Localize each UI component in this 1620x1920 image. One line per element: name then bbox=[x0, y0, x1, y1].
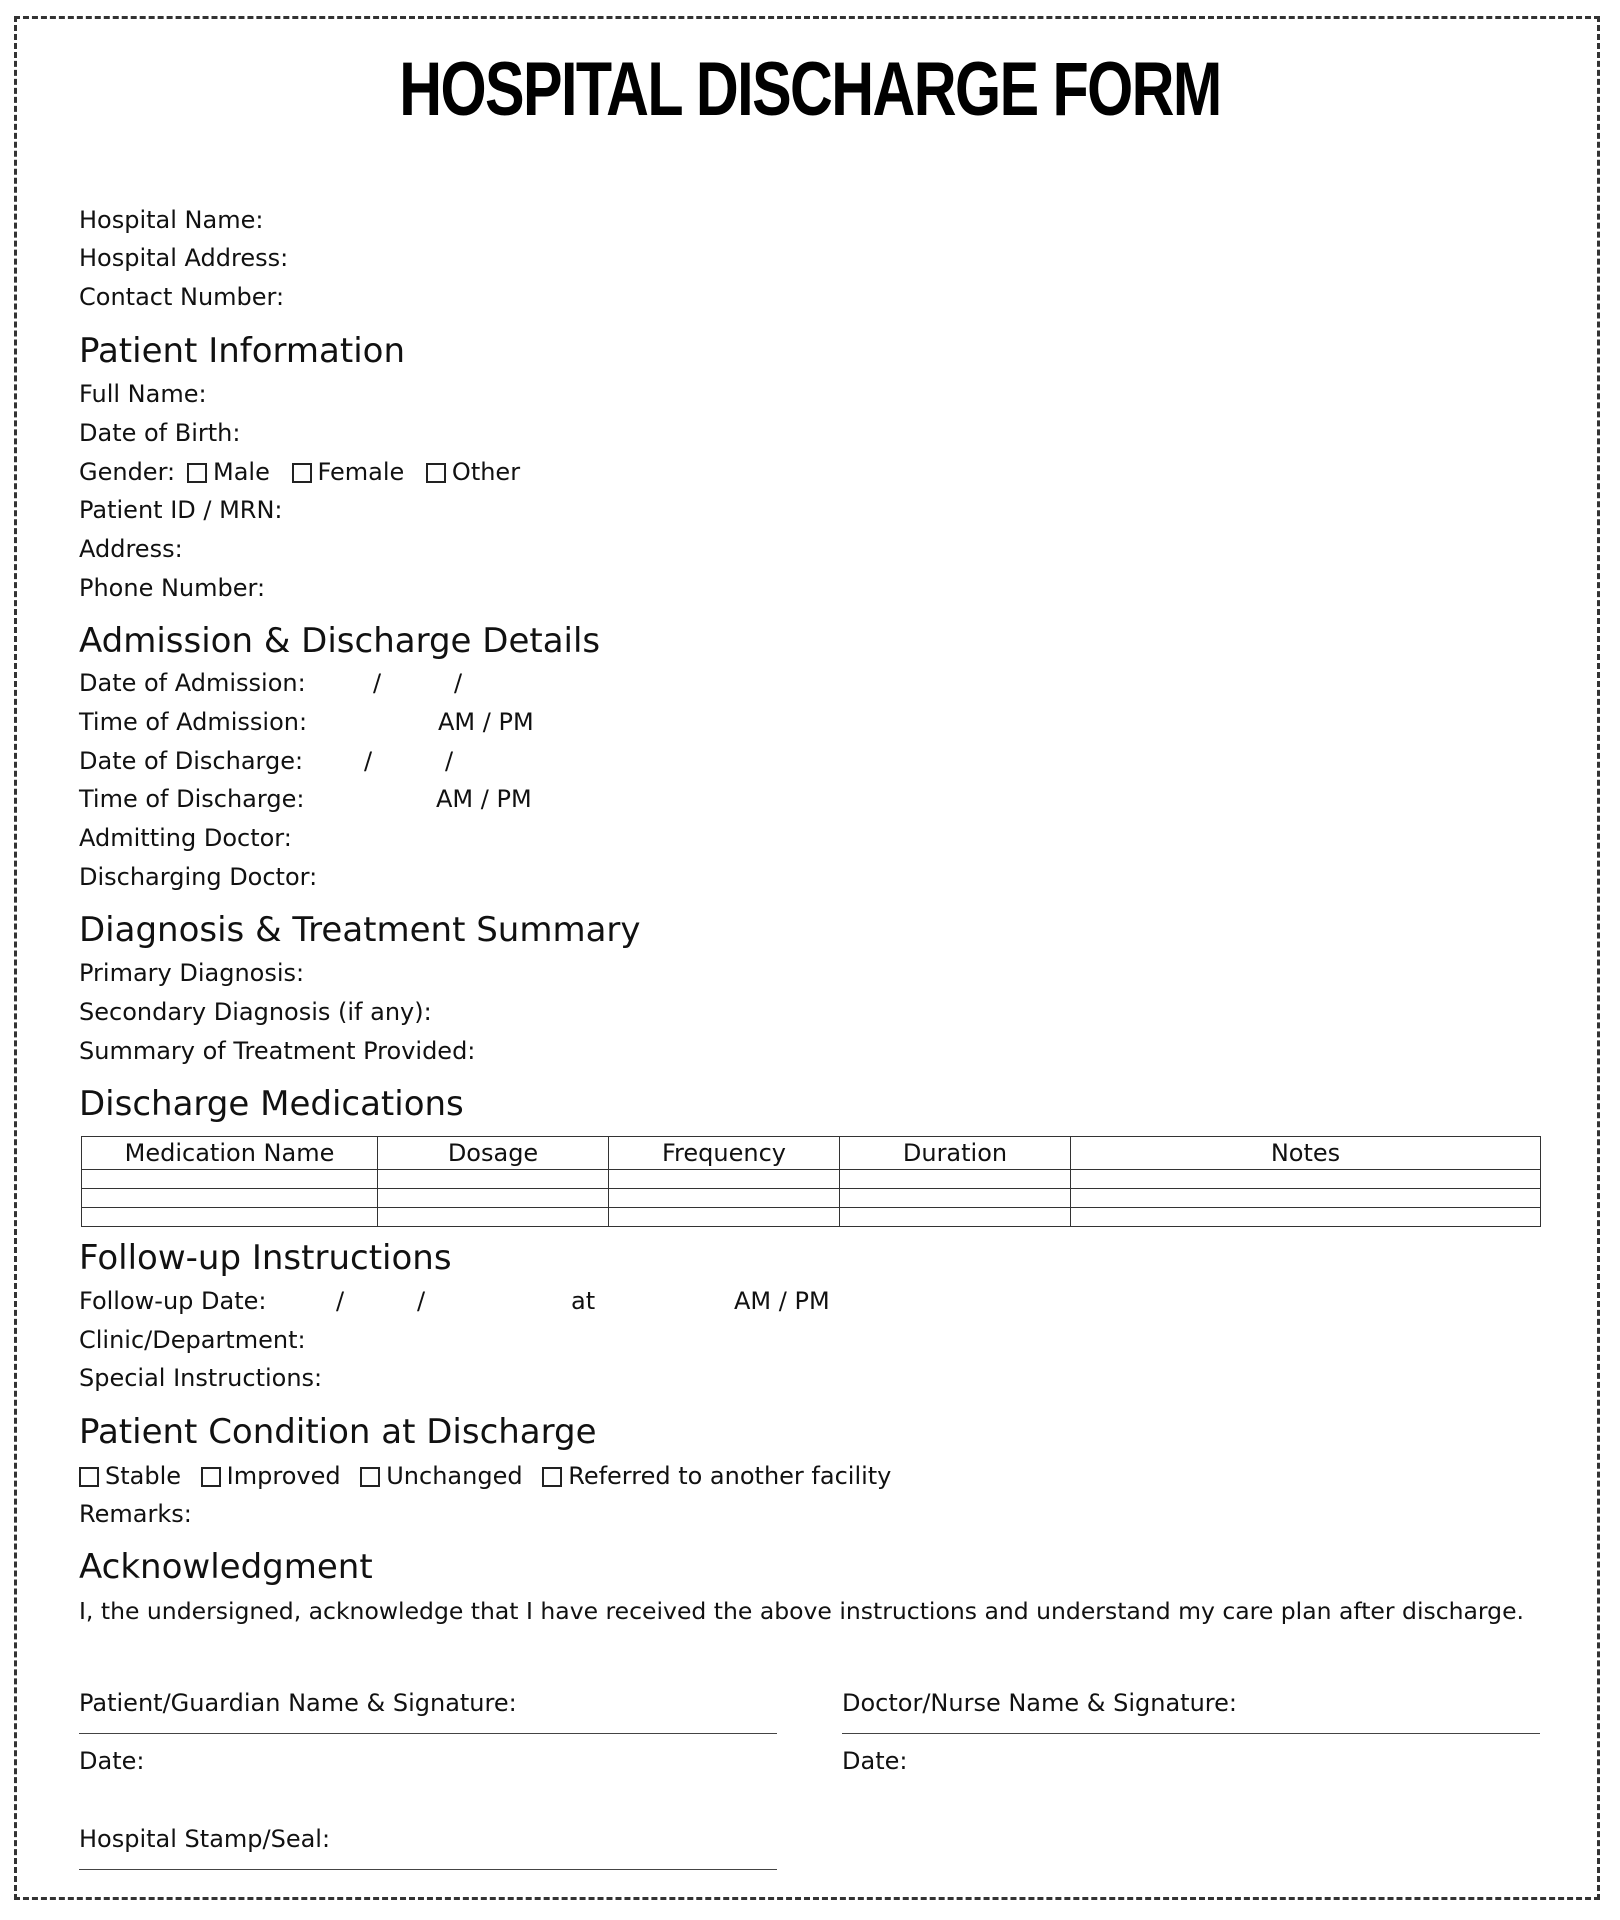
contact-number-label: Contact Number: bbox=[79, 283, 285, 311]
patient-address-label: Address: bbox=[79, 535, 183, 563]
table-row bbox=[82, 1170, 1541, 1189]
table-cell[interactable] bbox=[378, 1189, 609, 1208]
male-checkbox[interactable] bbox=[187, 463, 207, 483]
patient-date-label: Date: bbox=[79, 1747, 145, 1775]
table-cell[interactable] bbox=[840, 1208, 1071, 1227]
followup-heading: Follow-up Instructions bbox=[79, 1238, 452, 1278]
clinic-department-label: Clinic/Department: bbox=[79, 1326, 306, 1354]
table-cell[interactable] bbox=[378, 1208, 609, 1227]
table-cell[interactable] bbox=[609, 1170, 840, 1189]
followup-date-label: Follow-up Date: bbox=[79, 1287, 267, 1315]
table-cell[interactable] bbox=[1071, 1208, 1541, 1227]
gender-options bbox=[187, 457, 534, 487]
full-name-label: Full Name: bbox=[79, 380, 207, 408]
date-of-discharge-label: Date of Discharge: bbox=[79, 747, 304, 775]
table-cell[interactable] bbox=[82, 1170, 378, 1189]
date-separator: / bbox=[373, 669, 382, 697]
primary-diagnosis-label: Primary Diagnosis: bbox=[79, 959, 305, 987]
discharging-doctor-label: Discharging Doctor: bbox=[79, 863, 318, 891]
table-cell[interactable] bbox=[840, 1170, 1071, 1189]
acknowledgment-heading: Acknowledgment bbox=[79, 1547, 373, 1587]
unchanged-checkbox[interactable] bbox=[360, 1467, 380, 1487]
diagnosis-heading: Diagnosis & Treatment Summary bbox=[79, 910, 641, 950]
patient-information-heading: Patient Information bbox=[79, 331, 406, 371]
admission-discharge-heading: Admission & Discharge Details bbox=[79, 621, 601, 661]
female-checkbox[interactable] bbox=[292, 463, 312, 483]
column-header: Medication Name bbox=[82, 1137, 378, 1170]
table-cell[interactable] bbox=[840, 1189, 1071, 1208]
medications-table bbox=[81, 1136, 1541, 1227]
am-pm-text: AM / PM bbox=[438, 708, 534, 736]
column-header: Frequency bbox=[609, 1137, 840, 1170]
table-cell[interactable] bbox=[609, 1208, 840, 1227]
gender-option-male[interactable]: Male bbox=[187, 457, 270, 487]
table-cell[interactable] bbox=[609, 1189, 840, 1208]
table-cell[interactable] bbox=[82, 1189, 378, 1208]
stable-checkbox[interactable] bbox=[79, 1467, 99, 1487]
doctor-signature-line[interactable] bbox=[842, 1733, 1540, 1734]
date-separator: / bbox=[364, 747, 373, 775]
am-pm-text: AM / PM bbox=[436, 785, 532, 813]
improved-checkbox[interactable] bbox=[201, 1467, 221, 1487]
date-separator: / bbox=[445, 747, 454, 775]
column-header: Duration bbox=[840, 1137, 1071, 1170]
column-header: Notes bbox=[1071, 1137, 1541, 1170]
table-cell[interactable] bbox=[1071, 1189, 1541, 1208]
patient-signature-label: Patient/Guardian Name & Signature: bbox=[79, 1689, 517, 1717]
acknowledgment-statement: I, the undersigned, acknowledge that I have received the above instructions and understand my care plan after discharge. bbox=[79, 1597, 1525, 1625]
patient-id-label: Patient ID / MRN: bbox=[79, 496, 283, 524]
gender-option-female[interactable]: Female bbox=[292, 457, 405, 487]
condition-heading: Patient Condition at Discharge bbox=[79, 1412, 597, 1452]
table-cell[interactable] bbox=[82, 1208, 378, 1227]
treatment-summary-label: Summary of Treatment Provided: bbox=[79, 1037, 476, 1065]
condition-options bbox=[79, 1461, 903, 1491]
special-instructions-label: Special Instructions: bbox=[79, 1364, 323, 1392]
time-of-discharge-label: Time of Discharge: bbox=[79, 785, 305, 813]
condition-option-stable[interactable]: Stable bbox=[79, 1461, 181, 1491]
gender-option-other[interactable]: Other bbox=[426, 457, 520, 487]
hospital-stamp-line[interactable] bbox=[79, 1869, 777, 1870]
condition-option-improved[interactable]: Improved bbox=[201, 1461, 341, 1491]
hospital-stamp-label: Hospital Stamp/Seal: bbox=[79, 1825, 331, 1853]
date-of-admission-label: Date of Admission: bbox=[79, 669, 306, 697]
admitting-doctor-label: Admitting Doctor: bbox=[79, 824, 292, 852]
table-row bbox=[82, 1208, 1541, 1227]
table-row bbox=[82, 1189, 1541, 1208]
table-cell[interactable] bbox=[1071, 1170, 1541, 1189]
gender-label: Gender: bbox=[79, 458, 176, 486]
condition-option-unchanged[interactable]: Unchanged bbox=[360, 1461, 522, 1491]
table-cell[interactable] bbox=[378, 1170, 609, 1189]
hospital-name-label: Hospital Name: bbox=[79, 206, 264, 234]
at-text: at bbox=[571, 1287, 596, 1315]
dob-label: Date of Birth: bbox=[79, 419, 241, 447]
remarks-label: Remarks: bbox=[79, 1500, 192, 1528]
other-checkbox[interactable] bbox=[426, 463, 446, 483]
am-pm-text: AM / PM bbox=[734, 1287, 830, 1315]
form-title: HOSPITAL DISCHARGE FORM bbox=[399, 47, 1221, 132]
referred-checkbox[interactable] bbox=[542, 1467, 562, 1487]
date-separator: / bbox=[454, 669, 463, 697]
date-separator: / bbox=[417, 1287, 426, 1315]
medications-heading: Discharge Medications bbox=[79, 1084, 464, 1124]
secondary-diagnosis-label: Secondary Diagnosis (if any): bbox=[79, 998, 432, 1026]
hospital-address-label: Hospital Address: bbox=[79, 244, 289, 272]
table-header-row bbox=[82, 1137, 1541, 1170]
date-separator: / bbox=[336, 1287, 345, 1315]
condition-option-referred[interactable]: Referred to another facility bbox=[542, 1461, 891, 1491]
patient-signature-line[interactable] bbox=[79, 1733, 777, 1734]
doctor-date-label: Date: bbox=[842, 1747, 908, 1775]
doctor-signature-label: Doctor/Nurse Name & Signature: bbox=[842, 1689, 1237, 1717]
phone-number-label: Phone Number: bbox=[79, 574, 266, 602]
time-of-admission-label: Time of Admission: bbox=[79, 708, 308, 736]
column-header: Dosage bbox=[378, 1137, 609, 1170]
